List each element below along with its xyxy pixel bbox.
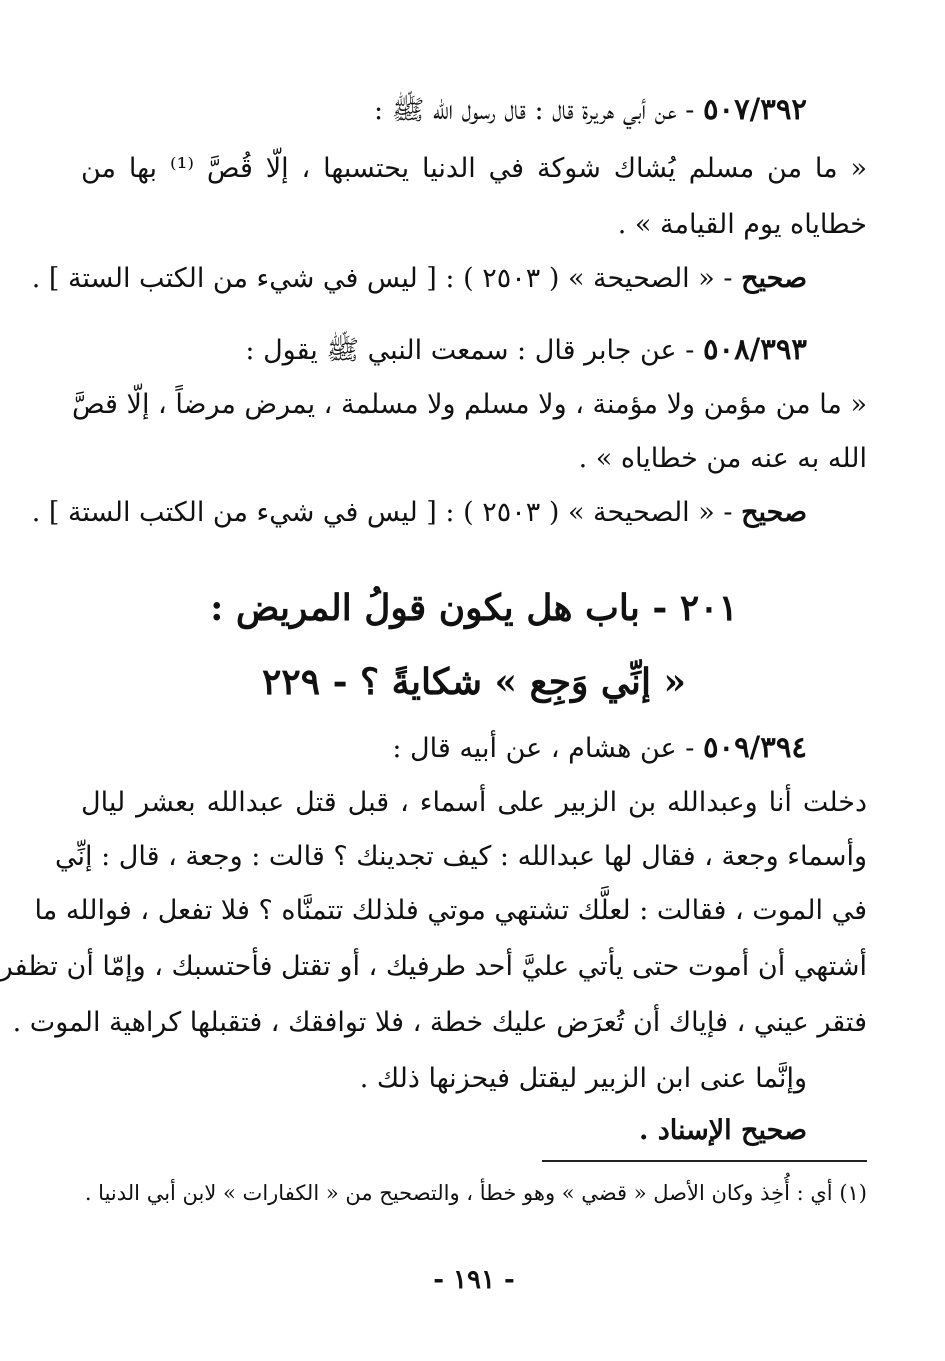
hadith-508-text-line: « ما من مؤمن ولا مؤمنة ، ولا مسلم ولا مسلمة ، يمرض مرضاً ، إلّا قصَّ: [71, 389, 867, 420]
hadith-507-grade-note: - « الصحيحة » ( ٢٥٠٣ ) : [ ليس في شيء من الكتب الستة ] .: [31, 263, 742, 294]
hadith-508-grading: [31, 490, 807, 536]
hadith-507-grade: صحيح: [741, 263, 807, 294]
hadith-507-text-line: خطاياه يوم القيامة » .: [617, 209, 867, 240]
page-number: - ١٩١ -: [433, 1265, 515, 1295]
hadith-508-number: ٥٠٨/٣٩٣: [702, 332, 807, 366]
hadith-509-intro: - عن هشام ، عن أبيه قال :: [392, 733, 703, 764]
hadith-509-text-line: وأسماء وجعة ، فقال لها عبدالله : كيف تجدينك ؟ قالت : وجعة ، قال : إنِّي: [54, 841, 867, 872]
chapter-title-line-1: ٢٠١ - باب هل يكون قولُ المريض :: [210, 587, 738, 629]
hadith-509-text-line: في الموت ، فقالت : لعلَّك تشتهي موتي فلذلك تتمنَّاه ؟ فلا تفعل ، فوالله ما: [34, 895, 867, 926]
hadith-508-grade: صحيح: [741, 497, 807, 528]
hadith-509-number: ٥٠٩/٣٩٤: [702, 730, 807, 764]
footnote-separator: [542, 1160, 867, 1162]
hadith-507-grading: [31, 256, 807, 302]
hadith-507-intro: - عن أبي هريرة قال : قال رسول الله ﷺ :: [374, 95, 703, 126]
footnote: (١) أي : أُخِذ وكان الأصل « قضي » وهو خطأ ، والتصحيح من « الكفارات » لابن أبي الدنيا .: [84, 1181, 867, 1205]
hadith-508-header: [81, 326, 807, 374]
hadith-508-intro: - عن جابر قال : سمعت النبي ﷺ يقول :: [245, 335, 703, 366]
hadith-507-header: [81, 86, 807, 134]
hadith-507-text-line: « ما من مسلم يُشاك شوكة في الدنيا يحتسبها ، إلّا قُصَّ ⁽¹⁾ بها من: [81, 153, 867, 184]
chapter-title-line-2: « إنِّي وَجِع » شكايةً ؟ - ٢٢٩: [262, 661, 686, 703]
hadith-509-text-line: أشتهي أن أموت حتى يأتي عليَّ أحد طرفيك ، أو تقتل فأحتسبك ، وإمّا أن تظفر: [0, 951, 867, 982]
hadith-509-last-line: وإنَّما عنى ابن الزبير ليقتل فيحزنها ذلك .: [359, 1063, 807, 1094]
hadith-508-text-line: الله به عنه من خطاياه » .: [578, 443, 867, 474]
hadith-507-number: ٥٠٧/٣٩٢: [702, 92, 807, 126]
hadith-508-grade-note: - « الصحيحة » ( ٢٥٠٣ ) : [ ليس في شيء من الكتب الستة ] .: [31, 497, 742, 528]
hadith-509-text-line: فتقر عيني ، فإياك أن تُعرَض عليك خطة ، فلا توافقك ، فتقبلها كراهية الموت .: [12, 1007, 867, 1038]
hadith-509-text-line: دخلت أنا وعبدالله بن الزبير على أسماء ، قبل قتل عبدالله بعشر ليال: [81, 787, 867, 818]
hadith-509-header: [81, 724, 807, 772]
hadith-509-grade: صحيح الإسناد .: [638, 1115, 807, 1146]
